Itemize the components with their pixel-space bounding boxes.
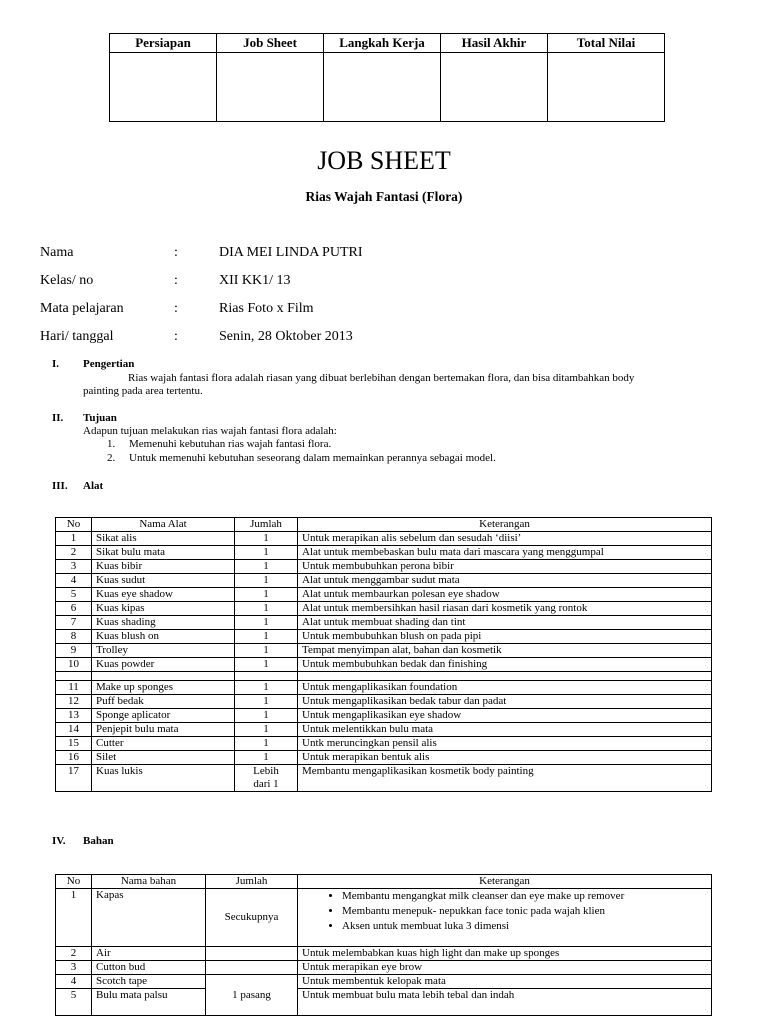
tool-qty: 1 xyxy=(235,602,298,616)
tujuan-item-number: 2. xyxy=(107,452,116,464)
table-row xyxy=(56,737,712,751)
section-title-bahan: Bahan xyxy=(83,835,114,847)
table-row xyxy=(56,975,712,989)
column-header: Jumlah xyxy=(235,518,298,532)
column-header: Nama Alat xyxy=(92,518,235,532)
row-no: 3 xyxy=(56,560,92,574)
tool-name: Kuas sudut xyxy=(92,574,235,588)
tool-qty: 1 xyxy=(235,709,298,723)
tool-name: Kuas bibir xyxy=(92,560,235,574)
tool-name: Sikat alis xyxy=(92,532,235,546)
tool-desc: Membantu mengaplikasikan kosmetik body painting xyxy=(298,765,712,792)
tool-name: Trolley xyxy=(92,644,235,658)
tool-qty: 1 xyxy=(235,616,298,630)
table-row xyxy=(56,961,712,975)
table-row xyxy=(56,947,712,961)
page-title: JOB SHEET xyxy=(317,146,451,175)
pengertian-text-line2: painting pada area tertentu. xyxy=(83,385,203,397)
table-row xyxy=(56,588,712,602)
tool-name: Kuas powder xyxy=(92,658,235,672)
column-header: No xyxy=(56,875,92,889)
table-row xyxy=(56,723,712,737)
table-row xyxy=(56,751,712,765)
row-no: 13 xyxy=(56,709,92,723)
tool-desc: Untuk mengaplikasikan bedak tabur dan padat xyxy=(298,695,712,709)
tool-qty: 1 xyxy=(235,681,298,695)
tool-desc: Tempat menyimpan alat, bahan dan kosmetik xyxy=(298,644,712,658)
tool-desc: Untuk merapikan bentuk alis xyxy=(298,751,712,765)
table-row xyxy=(56,695,712,709)
row-no: 16 xyxy=(56,751,92,765)
info-value: Rias Foto x Film xyxy=(219,301,314,316)
column-header: Keterangan xyxy=(298,875,712,889)
tool-desc: Alat untuk membersihkan hasil riasan dari kosmetik yang rontok xyxy=(298,602,712,616)
tool-qty: 1 xyxy=(235,574,298,588)
row-no: 11 xyxy=(56,681,92,695)
row-no: 1 xyxy=(56,889,92,947)
table-row xyxy=(56,709,712,723)
section-number: I. xyxy=(52,358,60,370)
tool-qty: 1 xyxy=(235,560,298,574)
list-item: • Membantu mengangkat milk cleanser dan eye make up remover xyxy=(342,889,707,904)
row-no: 9 xyxy=(56,644,92,658)
tool-desc: Untuk merapikan alis sebelum dan sesudah ‘diisi’ xyxy=(298,532,712,546)
info-value: Senin, 28 Oktober 2013 xyxy=(219,329,353,344)
list-item: • Aksen untuk membuat luka 3 dimensi xyxy=(342,919,707,934)
material-qty: Secukupnya xyxy=(206,889,298,947)
material-name: Air xyxy=(92,947,206,961)
tool-name: Kuas eye shadow xyxy=(92,588,235,602)
row-no: 5 xyxy=(56,588,92,602)
column-header: Keterangan xyxy=(298,518,712,532)
material-name: Bulu mata palsu xyxy=(92,989,206,1016)
tool-name: Puff bedak xyxy=(92,695,235,709)
tool-desc: Untuk membubuhkan blush on pada pipi xyxy=(298,630,712,644)
row-no: 8 xyxy=(56,630,92,644)
tool-desc: Untuk melentikkan bulu mata xyxy=(298,723,712,737)
material-name: Cutton bud xyxy=(92,961,206,975)
tool-qty: Lebih dari 1 xyxy=(235,765,298,792)
tool-name: Sikat bulu mata xyxy=(92,546,235,560)
info-label: Kelas/ no xyxy=(40,273,94,288)
material-desc: Untuk merapikan eye brow xyxy=(298,961,712,975)
score-cell[interactable] xyxy=(217,53,324,122)
bahan-table xyxy=(55,874,712,1016)
section-number: IV. xyxy=(52,835,66,847)
row-no: 5 xyxy=(56,989,92,1016)
table-row xyxy=(56,602,712,616)
score-cell[interactable] xyxy=(548,53,665,122)
info-colon: : xyxy=(174,273,178,288)
material-desc xyxy=(298,889,712,947)
row-no: 14 xyxy=(56,723,92,737)
material-desc: Untuk membuat bulu mata lebih tebal dan indah xyxy=(298,989,712,1016)
tool-desc: Alat untuk menggambar sudut mata xyxy=(298,574,712,588)
tool-qty: 1 xyxy=(235,658,298,672)
tool-name: Make up sponges xyxy=(92,681,235,695)
column-header: No xyxy=(56,518,92,532)
row-no: 12 xyxy=(56,695,92,709)
table-row xyxy=(56,616,712,630)
table-row xyxy=(56,889,712,947)
material-desc-list xyxy=(302,889,707,934)
score-cell[interactable] xyxy=(324,53,441,122)
material-desc: Untuk membentuk kelopak mata xyxy=(298,975,712,989)
tool-qty: 1 xyxy=(235,737,298,751)
tool-name: Cutter xyxy=(92,737,235,751)
score-header: Hasil Akhir xyxy=(441,34,548,53)
score-cell[interactable] xyxy=(110,53,217,122)
column-header: Nama bahan xyxy=(92,875,206,889)
section-title-pengertian: Pengertian xyxy=(83,358,135,370)
info-label: Hari/ tanggal xyxy=(40,329,114,344)
row-no: 10 xyxy=(56,658,92,672)
tool-qty: 1 xyxy=(235,546,298,560)
table-row xyxy=(56,546,712,560)
tool-desc: Untuk mengaplikasikan eye shadow xyxy=(298,709,712,723)
tool-desc: Untuk membubuhkan bedak dan finishing xyxy=(298,658,712,672)
tool-name: Sponge aplicator xyxy=(92,709,235,723)
info-colon: : xyxy=(174,329,178,344)
row-no: 17 xyxy=(56,765,92,792)
table-row xyxy=(56,658,712,672)
table-row xyxy=(56,644,712,658)
tool-name: Kuas lukis xyxy=(92,765,235,792)
score-table xyxy=(109,33,665,122)
tool-qty: 1 xyxy=(235,588,298,602)
material-name: Kapas xyxy=(92,889,206,947)
material-desc: Untuk melembabkan kuas high light dan make up sponges xyxy=(298,947,712,961)
list-item: • Membantu menepuk- nepukkan face tonic pada wajah klien xyxy=(342,904,707,919)
pengertian-text-line1: Rias wajah fantasi flora adalah riasan yang dibuat berlebihan dengan bertemakan flora, dan bisa ditambahkan body xyxy=(128,372,635,384)
tool-desc: Alat untuk membaurkan polesan eye shadow xyxy=(298,588,712,602)
tujuan-intro: Adapun tujuan melakukan rias wajah fantasi flora adalah: xyxy=(83,425,337,437)
row-no: 2 xyxy=(56,546,92,560)
section-title-tujuan: Tujuan xyxy=(83,412,117,424)
score-header: Langkah Kerja xyxy=(324,34,441,53)
row-no: 4 xyxy=(56,574,92,588)
section-number: II. xyxy=(52,412,64,424)
table-row xyxy=(56,630,712,644)
page-subtitle: Rias Wajah Fantasi (Flora) xyxy=(305,189,463,204)
table-row xyxy=(56,765,712,792)
tool-desc: Alat untuk membuat shading dan tint xyxy=(298,616,712,630)
table-row xyxy=(56,532,712,546)
row-no: 7 xyxy=(56,616,92,630)
tool-desc: Untuk membubuhkan perona bibir xyxy=(298,560,712,574)
score-header: Persiapan xyxy=(110,34,217,53)
alat-table xyxy=(55,517,712,792)
tool-desc: Alat untuk membebaskan bulu mata dari mascara yang menggumpal xyxy=(298,546,712,560)
info-value: XII KK1/ 13 xyxy=(219,273,291,288)
tool-desc: Untuk mengaplikasikan foundation xyxy=(298,681,712,695)
info-value: DIA MEI LINDA PUTRI xyxy=(219,245,363,260)
tujuan-item: Untuk memenuhi kebutuhan seseorang dalam memainkan perannya sebagai model. xyxy=(129,452,496,464)
tool-qty: 1 xyxy=(235,695,298,709)
tool-qty: 1 xyxy=(235,644,298,658)
score-header-row xyxy=(110,34,665,53)
tool-desc: Untk meruncingkan pensil alis xyxy=(298,737,712,751)
info-label: Nama xyxy=(40,245,74,260)
tool-qty: 1 xyxy=(235,723,298,737)
tool-name: Kuas kipas xyxy=(92,602,235,616)
section-number: III. xyxy=(52,480,68,492)
row-no: 4 xyxy=(56,975,92,989)
tujuan-item-number: 1. xyxy=(107,438,116,450)
tujuan-item: Memenuhi kebutuhan rias wajah fantasi flora. xyxy=(129,438,332,450)
material-qty: 1 pasang xyxy=(206,975,298,1016)
alat-header-row xyxy=(56,518,712,532)
info-label: Mata pelajaran xyxy=(40,301,124,316)
score-cell[interactable] xyxy=(441,53,548,122)
table-row xyxy=(56,560,712,574)
material-name: Scotch tape xyxy=(92,975,206,989)
row-no: 2 xyxy=(56,947,92,961)
table-row xyxy=(56,989,712,1016)
row-no: 3 xyxy=(56,961,92,975)
section-title-alat: Alat xyxy=(83,480,104,492)
score-header: Total Nilai xyxy=(548,34,665,53)
table-spacer-row xyxy=(56,672,712,681)
tool-name: Kuas shading xyxy=(92,616,235,630)
row-no: 15 xyxy=(56,737,92,751)
info-colon: : xyxy=(174,301,178,316)
tool-name: Silet xyxy=(92,751,235,765)
info-colon: : xyxy=(174,245,178,260)
row-no: 1 xyxy=(56,532,92,546)
tool-name: Kuas blush on xyxy=(92,630,235,644)
bahan-header-row xyxy=(56,875,712,889)
tool-qty: 1 xyxy=(235,532,298,546)
score-header: Job Sheet xyxy=(217,34,324,53)
table-row xyxy=(56,574,712,588)
score-input-row xyxy=(110,53,665,122)
tool-qty: 1 xyxy=(235,751,298,765)
tool-name: Penjepit bulu mata xyxy=(92,723,235,737)
table-row xyxy=(56,681,712,695)
tool-qty: 1 xyxy=(235,630,298,644)
column-header: Jumlah xyxy=(206,875,298,889)
row-no: 6 xyxy=(56,602,92,616)
